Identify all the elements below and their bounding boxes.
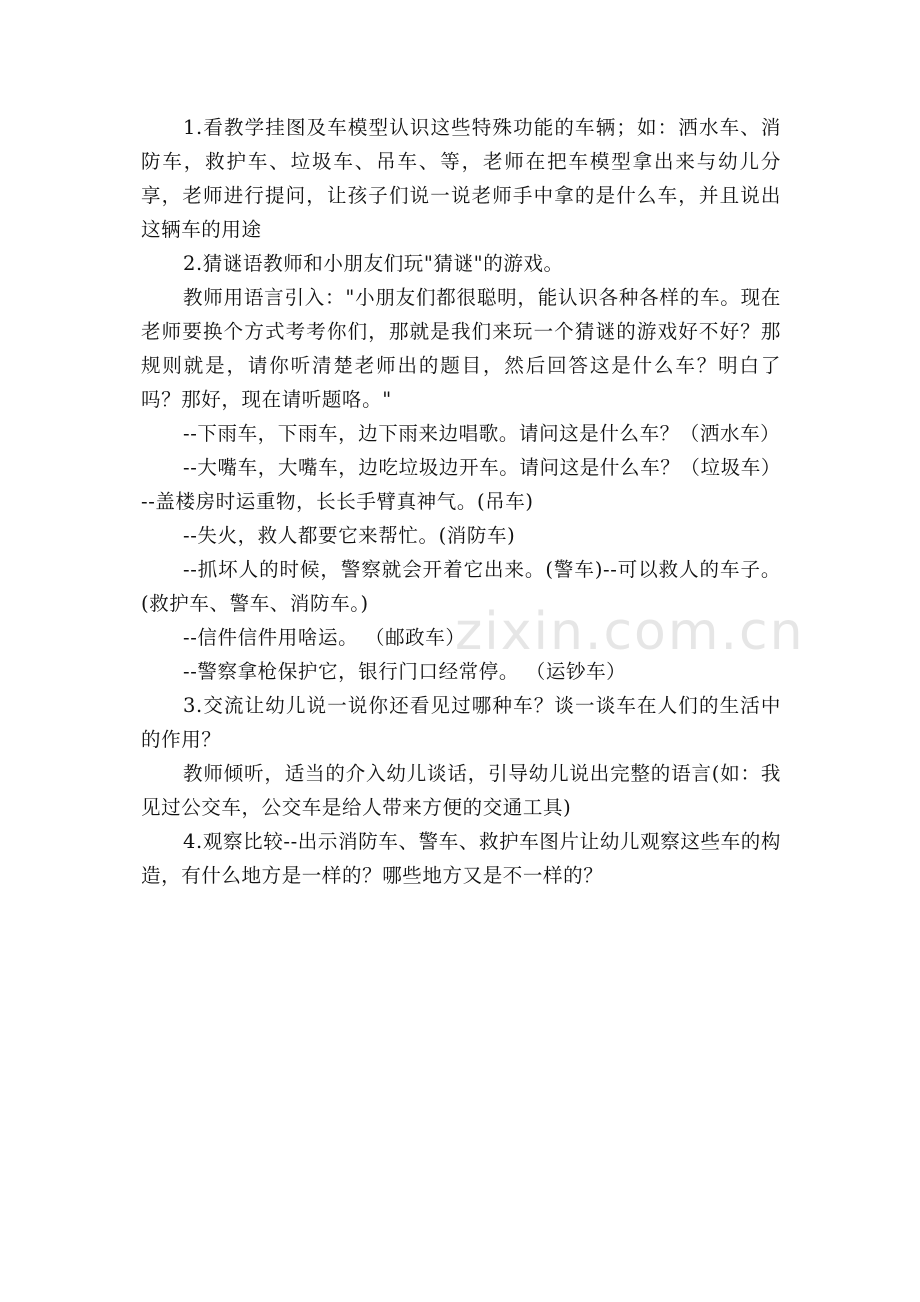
document-body: [141, 111, 890, 893]
paragraph-teacher-intro: 教师用语言引入："小朋友们都很聪明，能认识各种各样的车。现在老师要换个方式考考你们，那就是我们来玩一个猜谜的游戏好不好？那规则就是，请你听清楚老师出的题目，然后回答这是什么车？明白了吗？那好，现在请听题咯。": [141, 286, 781, 411]
riddle-postal-truck: --信件信件用啥运。 （邮政车）: [183, 626, 466, 649]
paragraph-teacher-listen: 教师倾听，适当的介入幼儿谈话，引导幼儿说出完整的语言(如：我见过公交车，公交车是给人带来方便的交通工具): [141, 762, 781, 819]
paragraph-step-2: 2.猜谜语教师和小朋友们玩"猜谜"的游戏。: [183, 252, 564, 275]
paragraph-step-4: 4.观察比较--出示消防车、警车、救护车图片让幼儿观察这些车的构造，有什么地方是一样的？哪些地方又是不一样的？: [141, 830, 781, 887]
riddle-sprinkler-truck: --下雨车，下雨车，边下雨来边唱歌。请问这是什么车？（洒水车）: [183, 422, 781, 445]
riddle-police-car-ambulance: --抓坏人的时候，警察就会开着它出来。(警车)--可以救人的车子。(救护车、警车、消防车。): [141, 558, 781, 615]
watermark-text: zixin.com.cn: [455, 602, 805, 662]
riddle-fire-truck: --失火，救人都要它来帮忙。(消防车): [183, 524, 516, 547]
riddle-armored-cash-truck: --警察拿枪保护它，银行门口经常停。 （运钞车）: [183, 660, 627, 683]
paragraph-step-1: 1.看教学挂图及车模型认识这些特殊功能的车辆；如：洒水车、消防车，救护车、垃圾车、吊车、等，老师在把车模型拿出来与幼儿分享，老师进行提问，让孩子们说一说老师手中拿的是什么车，并且说出这辆车的用途: [141, 116, 781, 241]
riddle-garbage-truck-crane: --大嘴车，大嘴车，边吃垃圾边开车。请问这是什么车？（垃圾车） --盖楼房时运重物，长长手臂真神气。(吊车): [141, 456, 890, 513]
paragraph-step-3: 3.交流让幼儿说一说你还看见过哪种车？谈一谈车在人们的生活中的作用？: [141, 694, 781, 751]
